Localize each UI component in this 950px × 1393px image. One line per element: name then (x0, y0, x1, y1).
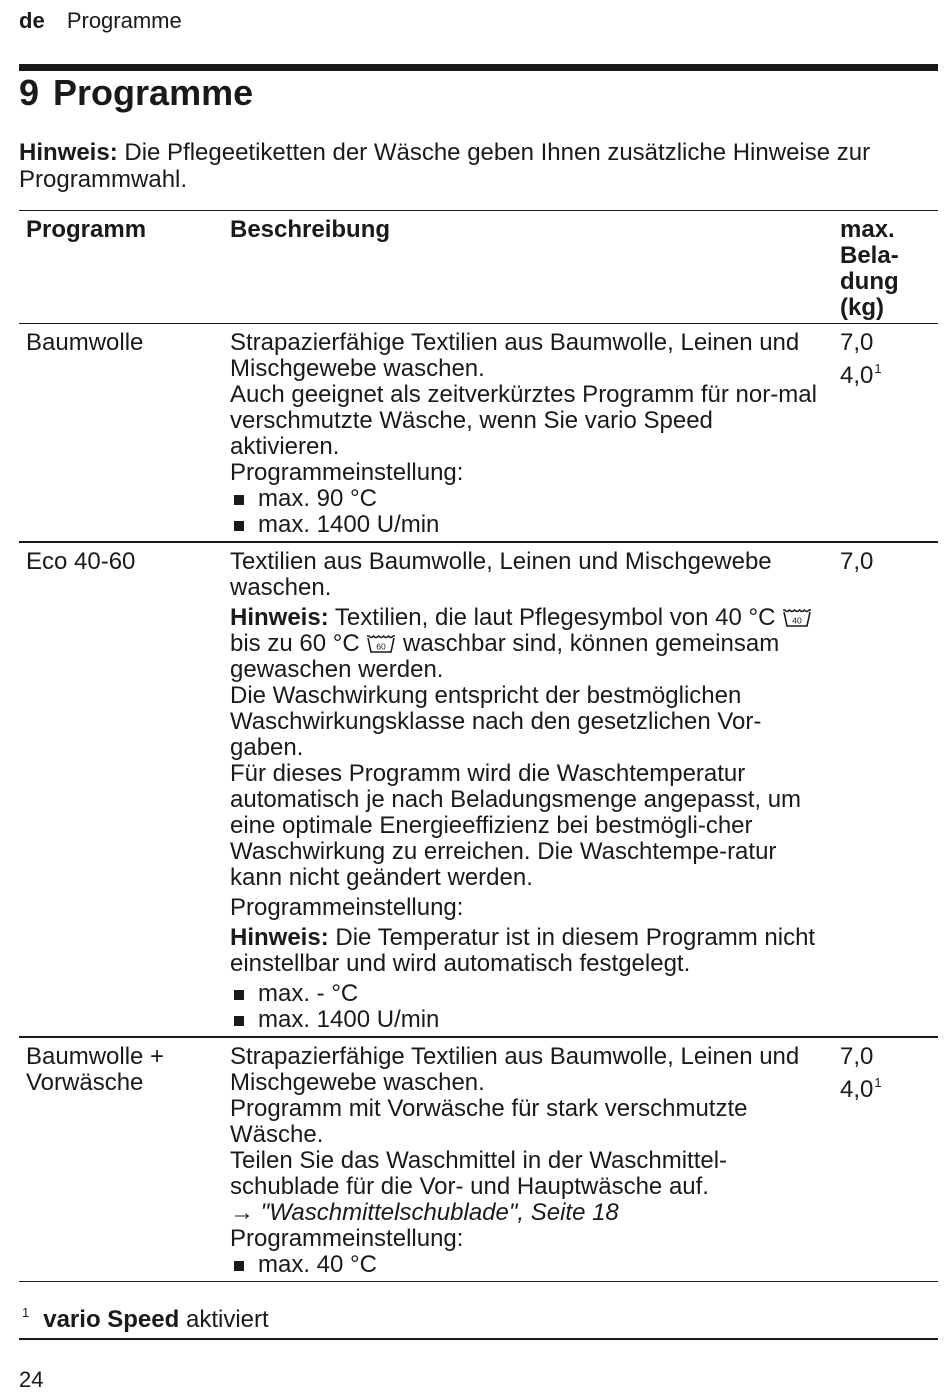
program-name: Baumwolle + Vorwäsche (19, 1037, 223, 1282)
max-load: 7,0 $4,0^1$ (833, 324, 938, 543)
chapter-title (19, 72, 253, 114)
note-paragraph: Hinweis: Die Temperatur ist in diesem Programm nicht einstellbar und wird automatisch festgelegt. (230, 924, 816, 977)
max-load: 7,0 $4,0^1$ (833, 1037, 938, 1282)
footnote-mark: 1 (22, 1305, 30, 1320)
program-description: Textilien aus Baumwolle, Leinen und Mischgewebe waschen. Hinweis: Textilien, die laut Pflegesymbol von 40 °C 40 bis zu 60 °C 60 waschbar sind, können gemeinsam gewaschen werden. Die Waschwirkung entspricht der bestmöglichen Waschwirkungsklasse nach den gesetzlichen Vor-gaben. Für dieses Programm wird die Waschtemperatur automatisch je nach Beladungsmenge angepasst, um eine optimale Energieeffizienz bei bestmögli-cher Waschwirkung zu erreichen. Die Waschtempe-ratur kann nicht geändert werden. Programmeinstellung: Hinweis: Die Temperatur ist in diesem Programm nicht einstellbar und wird automatisch festgelegt. max. - °C max. 1400 U/min (223, 542, 833, 1037)
setting-bullet: max. 90 °C (230, 486, 825, 512)
program-name: Baumwolle (19, 324, 223, 543)
svg-text:60: 60 (376, 641, 387, 652)
washtub-60-icon (366, 634, 396, 654)
table-header-row (19, 211, 938, 324)
note-label: Hinweis: (19, 139, 118, 166)
table-row (19, 542, 938, 1037)
table-row (19, 1037, 938, 1282)
setting-bullet: max. 1400 U/min (230, 1007, 825, 1033)
setting-bullet: max. 40 °C (230, 1252, 825, 1278)
setting-bullet: max. 1400 U/min (230, 512, 825, 538)
page-header (19, 8, 182, 34)
max-load: 7,0 (833, 542, 938, 1037)
program-table (19, 210, 938, 1282)
chapter-title-text: Programme (53, 72, 254, 113)
column-header-program: Programm (19, 211, 223, 324)
language-code: de (19, 8, 45, 33)
footnote-ref: 1 (874, 1075, 882, 1090)
footer-rule (19, 1338, 938, 1340)
footnote-ref: 1 (874, 361, 882, 376)
section-name: Programme (66, 8, 182, 33)
footnote (22, 1305, 269, 1334)
arrow-right-icon: → (230, 1199, 254, 1226)
program-description: Strapazierfähige Textilien aus Baumwolle, Leinen und Mischgewebe waschen. Auch geeignet als zeitverkürztes Programm für nor-mal verschmutzte Wäsche, wenn Sie vario Speed aktivieren. Programmeinstellung: max. 90 °C max. 1400 U/min (223, 324, 833, 543)
footnote-bold: vario Speed (43, 1306, 180, 1333)
program-name: Eco 40-60 (19, 542, 223, 1037)
column-header-description: Beschreibung (223, 211, 833, 324)
settings-label: Programmeinstellung: (230, 459, 464, 486)
cross-reference-link[interactable]: → "Waschmittelschublade", Seite 18 (230, 1199, 619, 1226)
page-number: 24 (19, 1367, 44, 1392)
settings-label: Programmeinstellung: (230, 894, 464, 921)
setting-bullet: max. - °C (230, 981, 825, 1007)
chapter-number: 9 (19, 72, 40, 113)
footnote-text: aktiviert (179, 1306, 269, 1333)
settings-label: Programmeinstellung: (230, 1225, 464, 1252)
note-paragraph: Hinweis: Textilien, die laut Pflegesymbol von 40 °C 40 bis zu 60 °C 60 waschbar sind, können gemeinsam gewaschen werden. (230, 605, 825, 683)
column-header-max-load: max. Bela- dung (kg) (833, 211, 938, 324)
svg-text:40: 40 (792, 615, 802, 626)
note-text: Die Pflegeetiketten der Wäsche geben Ihnen zusätzliche Hinweise zur Programmwahl. (19, 139, 871, 193)
washtub-40-icon (782, 608, 812, 628)
header-rule (19, 64, 938, 71)
program-description: Strapazierfähige Textilien aus Baumwolle, Leinen und Mischgewebe waschen. Programm mit Vorwäsche für stark verschmutzte Wäsche. Teilen Sie das Waschmittel in der Waschmittel-schublade für die Vor- und Hauptwäsche auf. → "Waschmittelschublade", Seite 18 Programmeinstellung: max. 40 °C (223, 1037, 833, 1282)
intro-note (19, 139, 934, 193)
table-row (19, 324, 938, 543)
